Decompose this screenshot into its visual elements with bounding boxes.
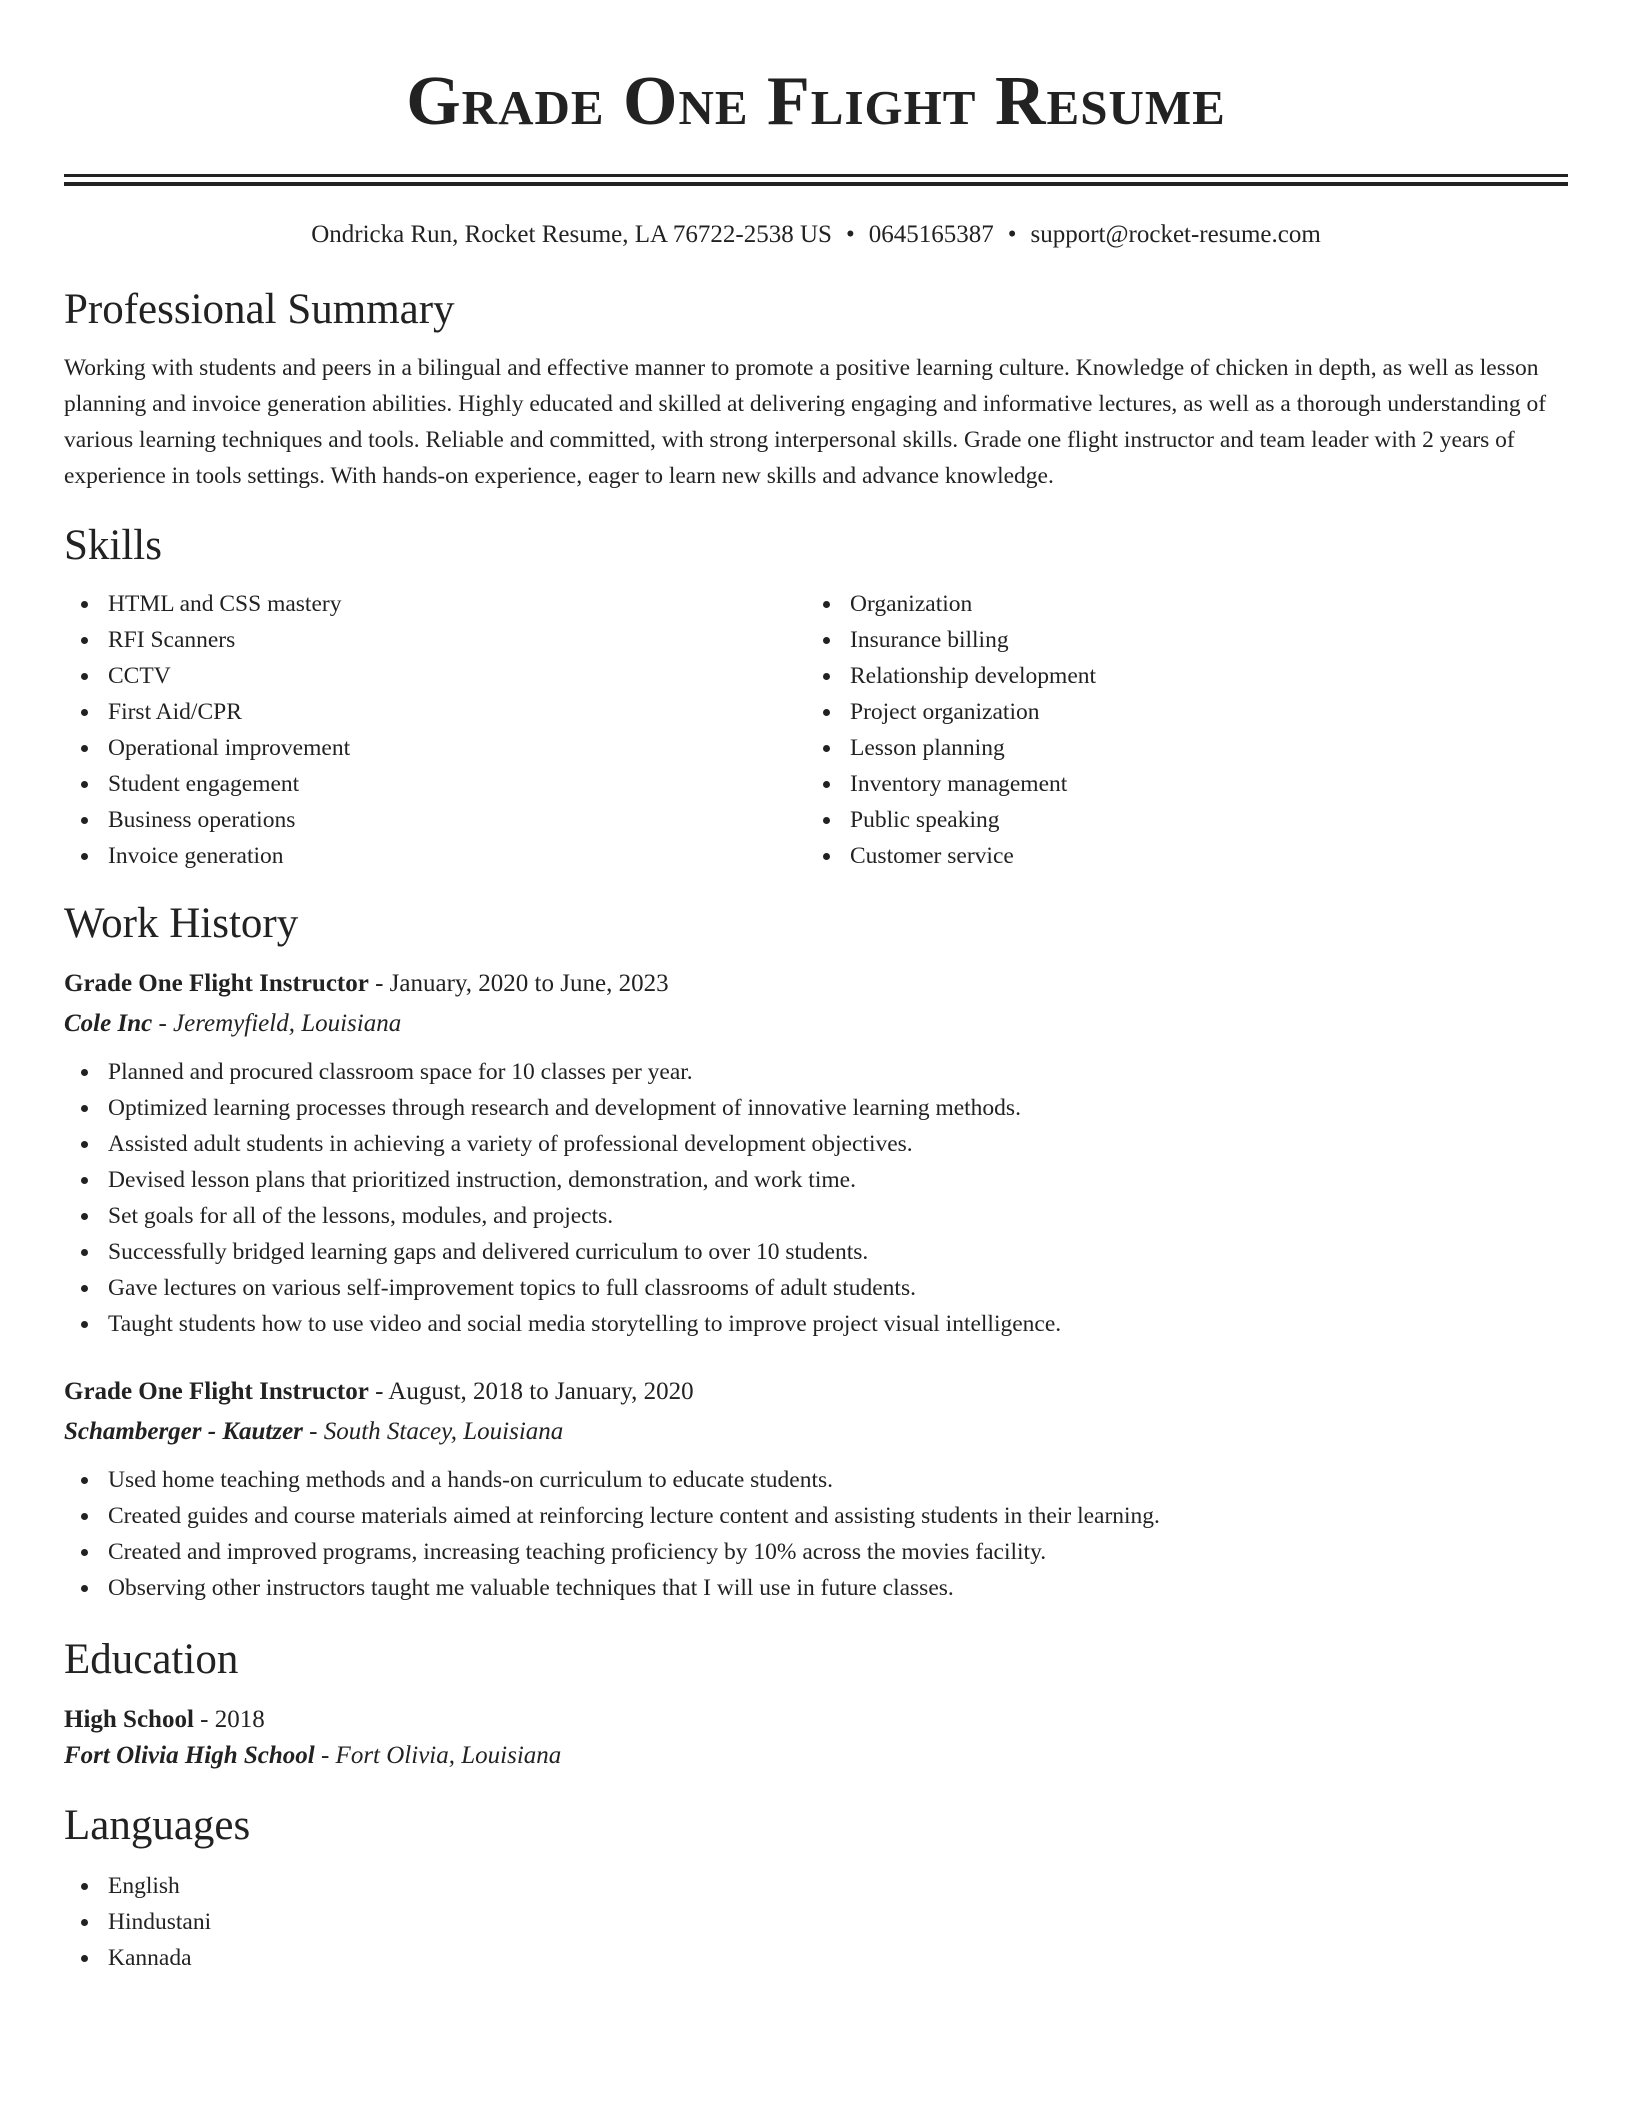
- summary-heading: Professional Summary: [64, 286, 455, 333]
- skill-item: Inventory management: [806, 766, 1548, 802]
- work-history-section: [64, 896, 1568, 1606]
- skill-item: Organization: [806, 586, 1548, 622]
- contact-email: support@rocket-resume.com: [1030, 221, 1321, 248]
- job-entry: [64, 966, 1568, 1342]
- contact-address: Ondricka Run, Rocket Resume, LA 76722-2538 US: [311, 221, 832, 248]
- job-bullet: Observing other instructors taught me valuable techniques that I will use in future classes.: [64, 1570, 1568, 1606]
- languages-heading: Languages: [64, 1802, 251, 1849]
- job-dates: - August, 2018 to January, 2020: [368, 1378, 694, 1405]
- work-history-heading: Work History: [64, 900, 299, 947]
- title-rule-top: [64, 174, 1568, 177]
- skill-item: RFI Scanners: [64, 622, 806, 658]
- job-bullet: Devised lesson plans that prioritized instruction, demonstration, and work time.: [64, 1162, 1568, 1198]
- skill-item: Lesson planning: [806, 730, 1548, 766]
- skill-item: CCTV: [64, 658, 806, 694]
- skill-item: First Aid/CPR: [64, 694, 806, 730]
- education-degree: High School: [64, 1706, 194, 1733]
- skills-grid: [64, 586, 1568, 874]
- education-year: - 2018: [193, 1706, 265, 1733]
- language-item: Hindustani: [64, 1904, 1568, 1940]
- skills-right-column: [806, 586, 1548, 874]
- languages-section: [64, 1798, 1568, 1976]
- skills-left-column: [64, 586, 806, 874]
- skill-item: Public speaking: [806, 802, 1548, 838]
- job-title: Grade One Flight Instructor: [64, 970, 369, 997]
- languages-list: [64, 1868, 1568, 1976]
- contact-line: [64, 218, 1568, 252]
- job-bullet: Created and improved programs, increasing teaching proficiency by 10% across the movies facility.: [64, 1534, 1568, 1570]
- job-entry: [64, 1374, 1568, 1606]
- job-bullet: Optimized learning processes through research and development of innovative learning methods.: [64, 1090, 1568, 1126]
- title-rule-bottom: [64, 182, 1568, 186]
- job-title-line: [64, 1374, 1568, 1410]
- job-bullet: Set goals for all of the lessons, modules, and projects.: [64, 1198, 1568, 1234]
- job-bullet: Planned and procured classroom space for 10 classes per year.: [64, 1054, 1568, 1090]
- education-school: Fort Olivia High School: [64, 1742, 315, 1769]
- contact-separator: •: [1007, 221, 1017, 248]
- job-company-line: [64, 1414, 1568, 1450]
- summary-text: Working with students and peers in a bilingual and effective manner to promote a positive learning culture. Knowledge of chicken in depth, as well as lesson planning and invoice generation abilities. Highly educated and skilled at delivering engaging and informative lectures, as well as a thorough understanding of various learning techniques and tools. Reliable and committed, with strong interpersonal skills. Grade one flight instructor and team leader with 2 years of experience in tools settings. With hands-on experience, eager to learn new skills and advance knowledge.: [64, 355, 1547, 489]
- job-bullet: Created guides and course materials aimed at reinforcing lecture content and assisting students in their learning.: [64, 1498, 1568, 1534]
- job-location: - Jeremyfield, Louisiana: [152, 1010, 402, 1037]
- education-heading: Education: [64, 1636, 239, 1683]
- job-bullets: [64, 1462, 1568, 1606]
- contact-separator: •: [845, 221, 855, 248]
- job-company: Cole Inc: [64, 1010, 153, 1037]
- skill-item: Insurance billing: [806, 622, 1548, 658]
- job-bullet: Gave lectures on various self-improvement topics to full classrooms of adult students.: [64, 1270, 1568, 1306]
- job-bullet: Used home teaching methods and a hands-on curriculum to educate students.: [64, 1462, 1568, 1498]
- job-company: Schamberger - Kautzer: [64, 1418, 303, 1445]
- skill-item: Project organization: [806, 694, 1548, 730]
- skill-item: HTML and CSS mastery: [64, 586, 806, 622]
- job-bullets: [64, 1054, 1568, 1342]
- skills-heading: Skills: [64, 522, 162, 569]
- skill-item: Operational improvement: [64, 730, 806, 766]
- skill-item: Relationship development: [806, 658, 1548, 694]
- job-title-line: [64, 966, 1568, 1002]
- education-location: - Fort Olivia, Louisiana: [314, 1742, 562, 1769]
- education-section: [64, 1632, 1568, 1774]
- job-title: Grade One Flight Instructor: [64, 1378, 369, 1405]
- resume-title: Grade One Flight Resume: [406, 63, 1226, 140]
- job-bullet: Taught students how to use video and social media storytelling to improve project visual intelligence.: [64, 1306, 1568, 1342]
- skill-item: Student engagement: [64, 766, 806, 802]
- contact-phone: 0645165387: [868, 221, 994, 248]
- education-degree-line: [64, 1702, 1568, 1738]
- job-bullet: Successfully bridged learning gaps and delivered curriculum to over 10 students.: [64, 1234, 1568, 1270]
- job-location: - South Stacey, Louisiana: [302, 1418, 564, 1445]
- language-item: English: [64, 1868, 1568, 1904]
- skill-item: Business operations: [64, 802, 806, 838]
- job-bullet: Assisted adult students in achieving a variety of professional development objectives.: [64, 1126, 1568, 1162]
- summary-section: [64, 282, 1568, 494]
- job-company-line: [64, 1006, 1568, 1042]
- skill-item: Invoice generation: [64, 838, 806, 874]
- education-school-line: [64, 1738, 1568, 1774]
- skill-item: Customer service: [806, 838, 1548, 874]
- job-dates: - January, 2020 to June, 2023: [368, 970, 669, 997]
- skills-section: [64, 518, 1568, 874]
- language-item: Kannada: [64, 1940, 1568, 1976]
